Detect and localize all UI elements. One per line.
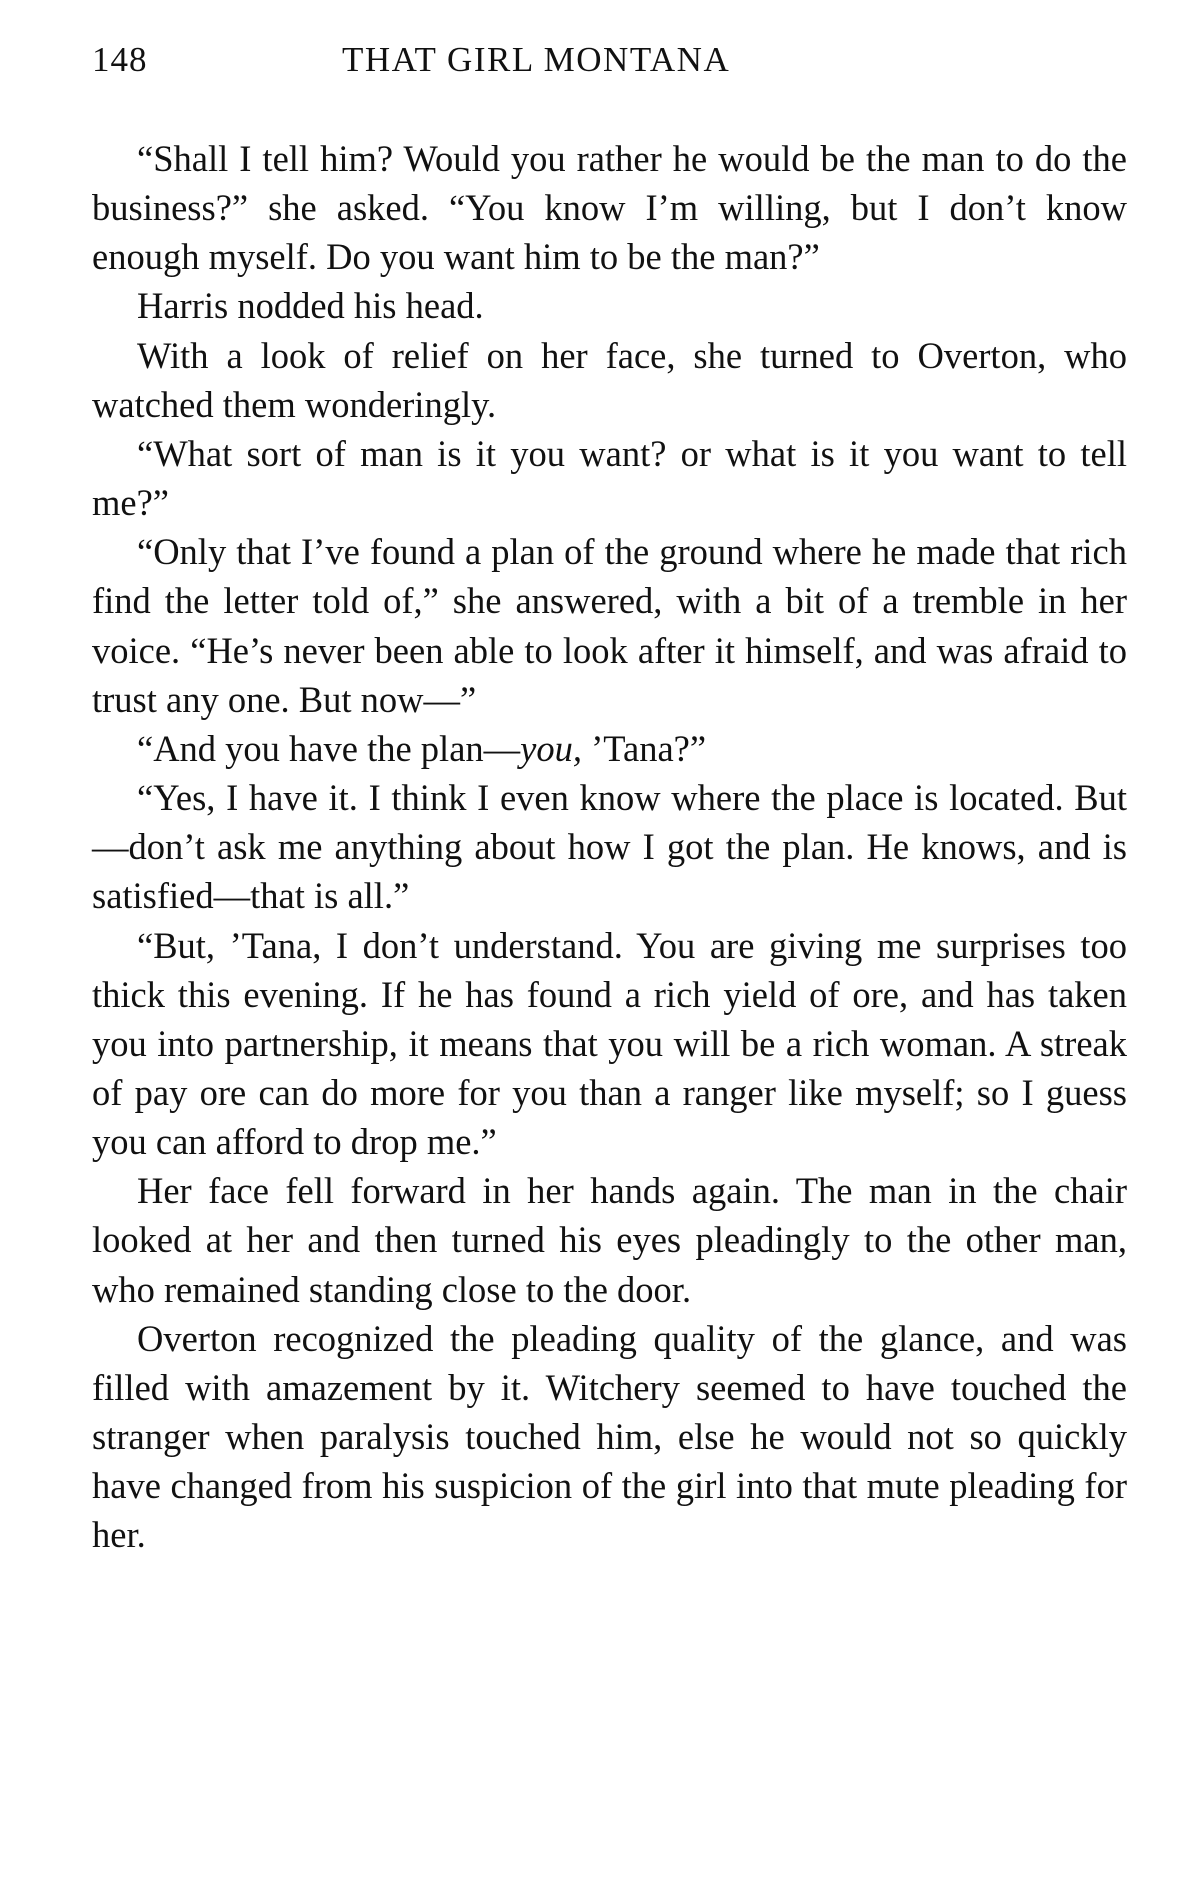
italic-text: you,: [520, 727, 582, 769]
paragraph: “Only that I’ve found a plan of the ground where he made that rich find the letter told of,” she answered, with a bit of a tremble in her voice. “He’s never been able to look after it himself, and was afraid to trust any one. But now—”: [92, 531, 1127, 720]
paragraph: Her face fell forward in her hands again. The man in the chair looked at her and then turned his eyes pleadingly to the other man, who remained standing close to the door.: [92, 1170, 1127, 1310]
paragraph-text: ’Tana?”: [581, 727, 707, 769]
page-header: [92, 40, 1127, 90]
paragraph: “What sort of man is it you want? or what is it you want to tell me?”: [92, 432, 1127, 524]
running-title: THAT GIRL MONTANA: [342, 40, 731, 79]
paragraph: “But, ’Tana, I don’t understand. You are giving me surprises too thick this evening. If he has found a rich yield of ore, and has taken you into partnership, it means that you will be a rich woman. A streak of pay ore can do more for you than a ranger like myself; so I guess you can afford to drop me.”: [92, 924, 1127, 1163]
page-number: 148: [92, 40, 148, 79]
paragraph: Overton recognized the pleading quality of the glance, and was filled with amazement by it. Witchery seemed to have touched the stranger when paralysis touched him, else he would not so quickly have changed from his suspicion of the girl into that mute pleading for her.: [92, 1317, 1127, 1556]
paragraph: Harris nodded his head.: [137, 285, 484, 327]
paragraph-text: “And you have the plan—: [137, 727, 521, 769]
paragraph: “Shall I tell him? Would you rather he would be the man to do the business?” she asked. “You know I’m willing, but I don’t know enough myself. Do you want him to be the man?”: [92, 138, 1127, 278]
paragraph: [92, 724, 1127, 773]
paragraph: “Yes, I have it. I think I even know where the place is located. But—don’t ask me anything about how I got the plan. He knows, and is satisfied—that is all.”: [92, 777, 1127, 917]
body-text: [92, 134, 1127, 1560]
paragraph: With a look of relief on her face, she turned to Overton, who watched them wonderingly.: [92, 334, 1127, 425]
